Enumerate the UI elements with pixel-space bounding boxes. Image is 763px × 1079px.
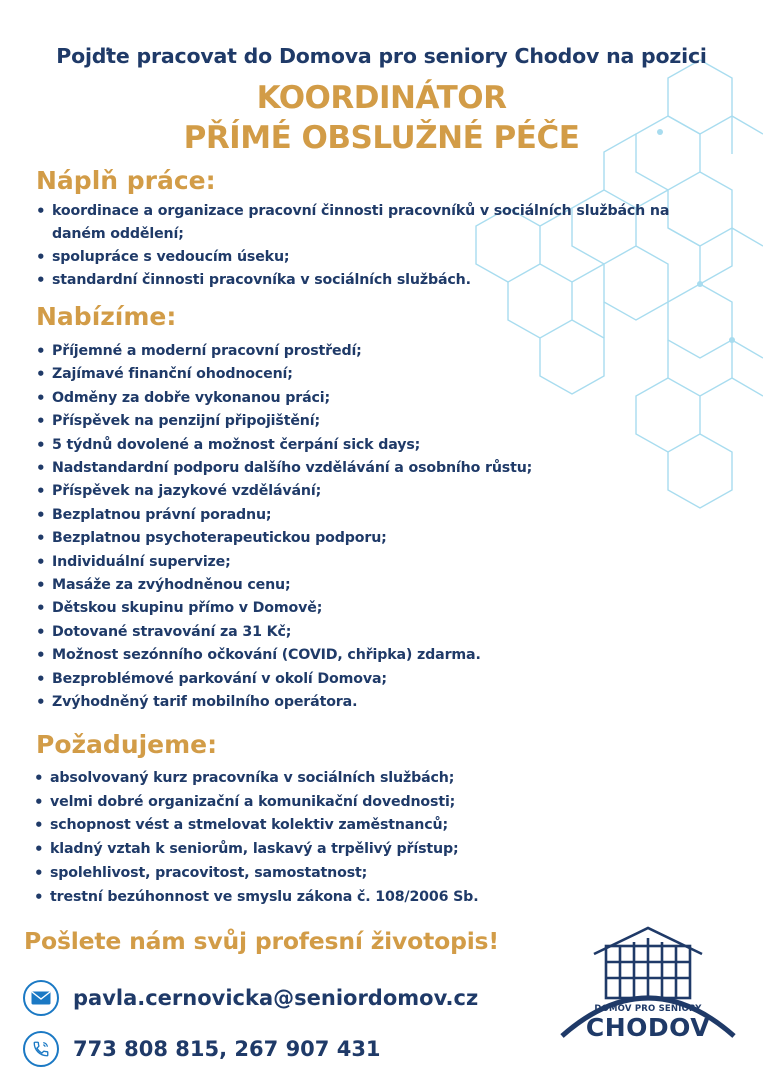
email-link[interactable]: pavla.cernovicka@seniordomov.cz	[73, 986, 479, 1010]
list-item: • absolvovaný kurz pracovníka v sociálních službách;	[34, 767, 478, 791]
list-item: • Masáže za zvýhodněnou cenu;	[36, 574, 532, 597]
list-item: • Nadstandardní podporu dalšího vzdělávání a osobního růstu;	[36, 457, 532, 480]
list-item: • standardní činnosti pracovníka v sociálních službách.	[36, 269, 692, 292]
phone-icon	[23, 1031, 59, 1067]
list-item: • spolehlivost, pracovitost, samostatnost;	[34, 862, 478, 886]
list-item: • schopnost vést a stmelovat kolektiv zaměstnanců;	[34, 814, 478, 838]
list-item: • Příspěvek na penzijní připojištění;	[36, 410, 532, 433]
list-item: • Odměny za dobře vykonanou práci;	[36, 387, 532, 410]
list-item: • Příspěvek na jazykové vzdělávání;	[36, 480, 532, 503]
list-item: • Bezplatnou psychoterapeutickou podporu;	[36, 527, 532, 550]
offer-list	[36, 340, 532, 715]
list-item: • Příjemné a moderní pracovní prostředí;	[36, 340, 532, 363]
list-item: • trestní bezúhonnost ve smyslu zákona č. 108/2006 Sb.	[34, 886, 478, 910]
logo-title: CHODOV	[585, 1013, 711, 1042]
phone-contact	[23, 1031, 381, 1067]
list-item: • kladný vztah k seniorům, laskavý a trpělivý přístup;	[34, 838, 478, 862]
list-item: • Zvýhodněný tarif mobilního operátora.	[36, 691, 532, 714]
phone-number[interactable]: 773 808 815, 267 907 431	[73, 1037, 381, 1061]
list-item: • spolupráce s vedoucím úseku;	[36, 246, 692, 269]
email-contact	[23, 980, 478, 1016]
list-item: • 5 týdnů dovolené a možnost čerpání sick days;	[36, 434, 532, 457]
list-item: • Dětskou skupinu přímo v Domově;	[36, 597, 532, 620]
position-title-line1: KOORDINÁTOR	[256, 80, 507, 116]
list-item: • Individuální supervize;	[36, 551, 532, 574]
cta-heading: Pošlete nám svůj profesní životopis!	[24, 927, 499, 955]
requirements-heading: Požadujeme:	[36, 730, 218, 759]
duties-list	[36, 200, 692, 292]
list-item: • Dotované stravování za 31 Kč;	[36, 621, 532, 644]
list-item: • velmi dobré organizační a komunikační dovednosti;	[34, 791, 478, 815]
list-item: • Zajímavé finanční ohodnocení;	[36, 363, 532, 386]
position-title-line2: PŘÍMÉ OBSLUŽNÉ PÉČE	[183, 120, 580, 156]
list-item: • Bezproblémové parkování v okolí Domova;	[36, 668, 532, 691]
list-item: • Možnost sezónního očkování (COVID, chřipka) zdarma.	[36, 644, 532, 667]
offer-heading: Nabízíme:	[36, 302, 177, 331]
duties-heading: Náplň práce:	[36, 166, 216, 195]
list-item: • koordinace a organizace pracovní činnosti pracovníků v sociálních službách na daném oddělení;	[36, 200, 692, 246]
list-item: • Bezplatnou právní poradnu;	[36, 504, 532, 527]
requirements-list	[34, 767, 478, 909]
envelope-icon	[23, 980, 59, 1016]
logo-subtitle: DOMOV PRO SENIORY	[594, 1004, 702, 1014]
intro-heading: Pojďte pracovat do Domova pro seniory Chodov na pozici	[56, 44, 707, 68]
